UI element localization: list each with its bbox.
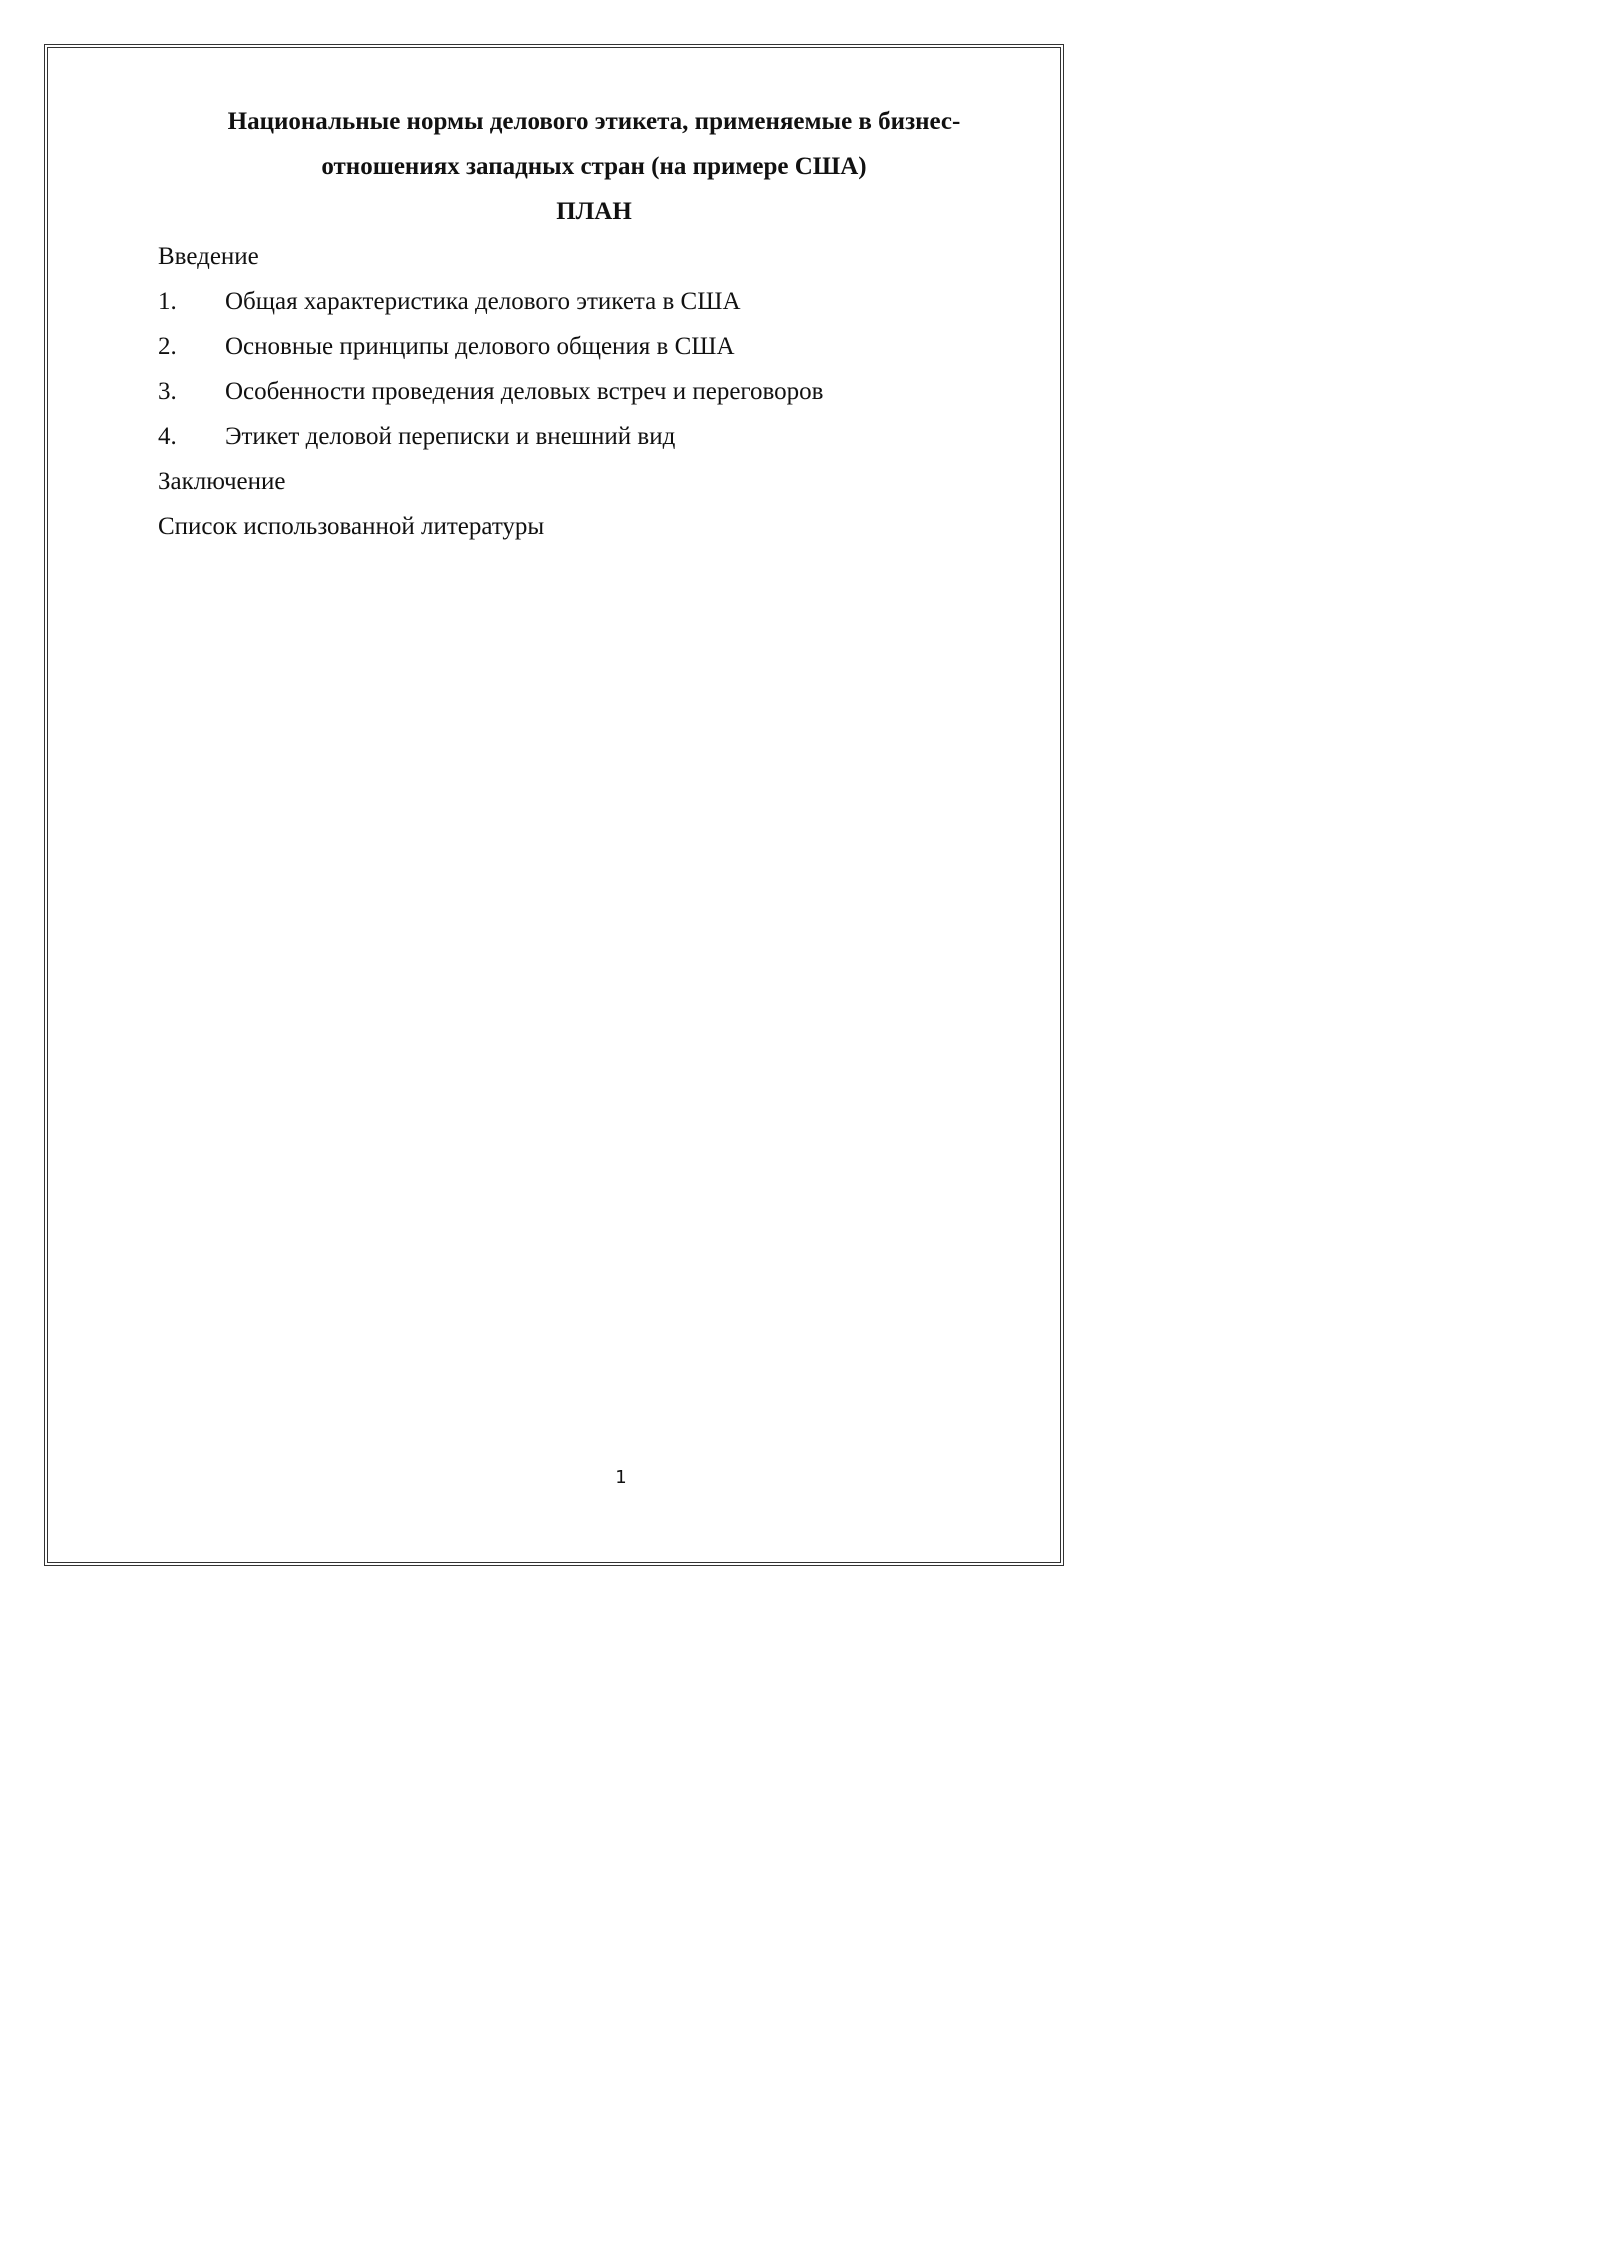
plan-intro: Введение (158, 243, 259, 270)
plan-item-text: Особенности проведения деловых встреч и переговоров (225, 378, 824, 405)
plan-item-number: 3. (158, 378, 177, 405)
document-title-line-1: Национальные нормы делового этикета, применяемые в бизнес- (227, 108, 961, 135)
plan-item-number: 2. (158, 333, 177, 360)
plan-item-text: Этикет деловой переписки и внешний вид (225, 423, 676, 450)
plan-conclusion: Заключение (158, 468, 286, 495)
plan-item-text: Основные принципы делового общения в США (225, 333, 735, 360)
plan-bibliography: Список использованной литературы (158, 513, 545, 540)
plan-item-text: Общая характеристика делового этикета в США (225, 288, 741, 315)
page-border-inner (47, 47, 1061, 1563)
plan-item-number: 4. (158, 423, 177, 450)
page-number: 1 (615, 1467, 627, 1488)
document-title-line-2: отношениях западных стран (на примере США) (321, 153, 867, 180)
plan-heading: ПЛАН (556, 198, 632, 225)
plan-item-number: 1. (158, 288, 177, 315)
